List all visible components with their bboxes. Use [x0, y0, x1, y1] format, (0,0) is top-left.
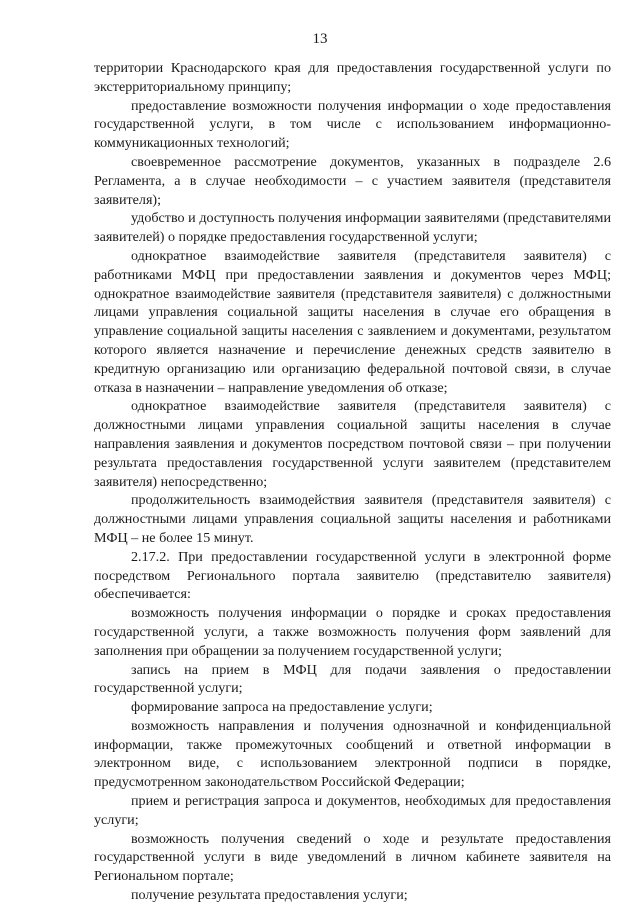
paragraph: продолжительность взаимодействия заявителя (представителя заявителя) с должностными лицами управления социальной защиты населения и работниками МФЦ – не более 15 минут.: [94, 492, 611, 546]
paragraph: возможность направления и получения однозначной и конфиденциальной информации, также промежуточных сообщений и ответной информации в электронном виде, с использованием электронной подписи в порядке, предусмотренном законодательством Российской Федерации;: [94, 717, 611, 791]
paragraph: формирование запроса на предоставление услуги;: [131, 699, 433, 716]
paragraph: предоставление возможности получения информации о ходе предоставления государственной услуги, в том числе с использованием информационно-коммуникационных технологий;: [94, 97, 611, 152]
paragraph: запись на прием в МФЦ для подачи заявления о предоставлении государственной услуги;: [94, 661, 611, 697]
paragraph: возможность получения сведений о ходе и результате предоставления государственной услуги в виде уведомлений в личном кабинете заявителя на Региональном портале;: [94, 830, 611, 885]
paragraph: однократное взаимодействие заявителя (представителя заявителя) с работниками МФЦ при предоставлении заявления и документов через МФЦ; однократное взаимодействие заявителя (представителя заявителя) с должностными лицами управления социальной защиты населения в случае его обращения в управление социальной защиты населения с заявлением и документами, результатом которого является назначение и перечисление денежных средств заявителю в кредитную организацию или организацию федеральной почтовой связи, в случае отказа в назначении – направление уведомления об отказе;: [94, 247, 611, 396]
paragraph-continuation: территории Краснодарского края для предоставления государственной услуги по экстерриториальному принципу;: [94, 60, 611, 95]
paragraph: удобство и доступность получения информации заявителями (представителями заявителей) о порядке предоставления государственной услуги;: [94, 210, 611, 246]
paragraph: своевременное рассмотрение документов, указанных в подразделе 2.6 Регламента, а в случае необходимости – с участием заявителя (представителя заявителя);: [94, 153, 611, 208]
page-number: 13: [312, 31, 328, 47]
document-body: [94, 59, 611, 905]
paragraph: однократное взаимодействие заявителя (представителя заявителя) с должностными лицами управления социальной защиты населения в случае направления заявления и документов посредством почтовой связи – при получении результата предоставления государственной услуги заявителем (представителем заявителя) непосредственно;: [94, 398, 611, 490]
paragraph-section-2-17-2: 2.17.2. При предоставлении государственной услуги в электронной форме посредством Регионального портала заявителю (представителю заявителя) обеспечивается:: [94, 548, 611, 603]
paragraph: возможность получения информации о порядке и сроках предоставления государственной услуги, а также возможность получения форм заявлений для заполнения при обращении за получением государственной услуги;: [94, 605, 611, 659]
paragraph: получение результата предоставления услуги;: [131, 887, 408, 904]
paragraph: прием и регистрация запроса и документов, необходимых для предоставления услуги;: [94, 793, 611, 828]
